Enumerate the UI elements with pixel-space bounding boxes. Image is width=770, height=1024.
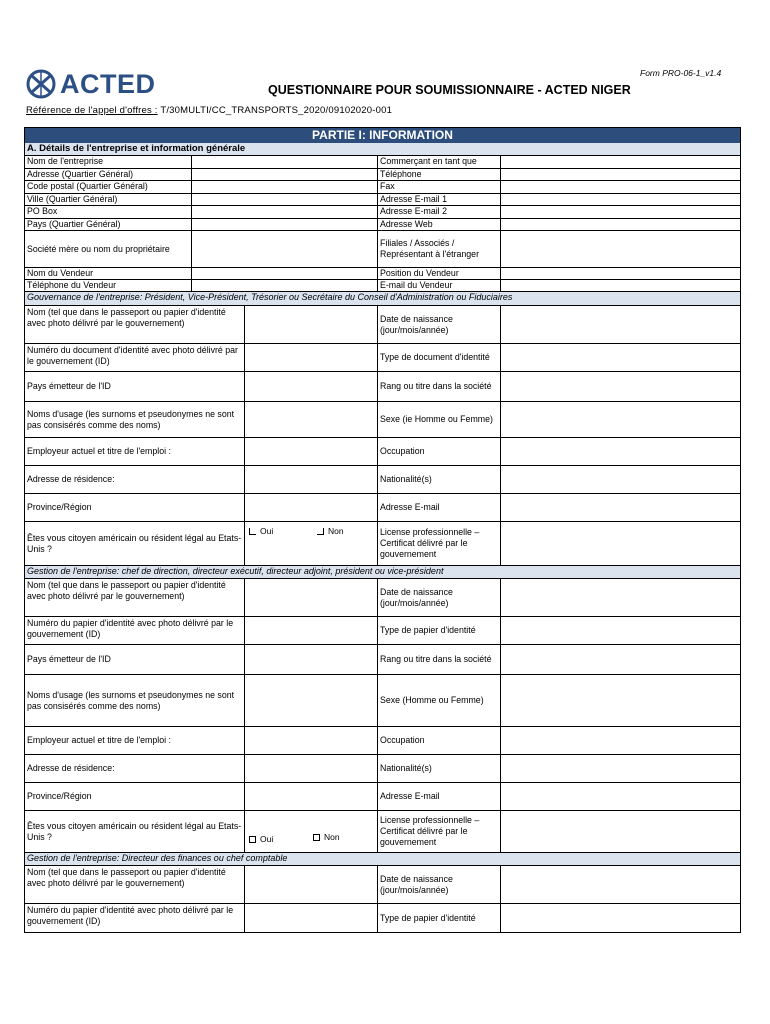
field-input[interactable] bbox=[245, 727, 378, 754]
field-label: Filiales / Associés / Représentant à l'étranger bbox=[378, 231, 501, 267]
globe-logo-icon bbox=[26, 69, 56, 99]
field-input[interactable] bbox=[245, 645, 378, 674]
field-label: Numéro du papier d'identité avec photo délivré par le gouvernement (ID) bbox=[25, 617, 245, 644]
field-input[interactable] bbox=[501, 579, 740, 616]
field-label: Noms d'usage (les surnoms et pseudonymes ne sont pas consisérés comme des noms) bbox=[25, 675, 245, 726]
field-input[interactable] bbox=[245, 494, 378, 521]
section-a-header bbox=[25, 143, 740, 156]
field-input[interactable] bbox=[501, 306, 740, 343]
field-input[interactable] bbox=[192, 280, 378, 291]
field-label: Ville (Quartier Général) bbox=[25, 194, 192, 206]
form-id: Form PRO-06-1_v1.4 bbox=[640, 68, 722, 78]
field-input[interactable] bbox=[501, 645, 740, 674]
field-input[interactable] bbox=[501, 675, 740, 726]
field-label: Société mère ou nom du propriétaire bbox=[25, 231, 192, 267]
field-input[interactable] bbox=[245, 783, 378, 810]
form-row bbox=[25, 344, 740, 372]
field-label: Nom du Vendeur bbox=[25, 268, 192, 279]
form-row bbox=[25, 194, 740, 207]
field-input[interactable] bbox=[245, 866, 378, 903]
field-label: Numéro du document d'identité avec photo délivré par le gouvernement (ID) bbox=[25, 344, 245, 371]
field-input[interactable] bbox=[501, 438, 740, 465]
form-row bbox=[25, 306, 740, 344]
form-row bbox=[25, 268, 740, 280]
field-input[interactable] bbox=[501, 617, 740, 644]
field-label: Pays (Quartier Général) bbox=[25, 219, 192, 231]
field-label: Adresse Web bbox=[378, 219, 501, 231]
field-input[interactable] bbox=[192, 231, 378, 267]
reference-label: Référence de l'appel d'offres : bbox=[26, 105, 158, 116]
field-label: Pays émetteur de l'ID bbox=[25, 645, 245, 674]
field-label: Occupation bbox=[378, 438, 501, 465]
field-label: Pays émetteur de l'ID bbox=[25, 372, 245, 401]
field-input[interactable] bbox=[245, 344, 378, 371]
form-row bbox=[25, 645, 740, 675]
field-input[interactable] bbox=[245, 755, 378, 782]
checkbox-icon[interactable] bbox=[249, 836, 256, 843]
form-row bbox=[25, 866, 740, 904]
field-label: Nom (tel que dans le passeport ou papier d'identité avec photo délivré par le gouvernement) bbox=[25, 866, 245, 903]
form-row bbox=[25, 169, 740, 182]
governance-title: Gouvernance de l'entreprise: Président, Vice-Président, Trésorier ou Secrétaire du Conseil d'Administration ou Fiduciaires bbox=[27, 292, 513, 302]
field-label: E-mail du Vendeur bbox=[378, 280, 501, 291]
field-input[interactable] bbox=[501, 169, 740, 181]
form-row bbox=[25, 181, 740, 194]
field-input[interactable] bbox=[501, 206, 740, 218]
field-input[interactable] bbox=[501, 402, 740, 437]
field-input[interactable] bbox=[245, 617, 378, 644]
us-citizen-options bbox=[245, 811, 378, 852]
field-label: Province/Région bbox=[25, 494, 245, 521]
field-input[interactable] bbox=[501, 280, 740, 291]
option-yes-label: Oui bbox=[260, 526, 274, 536]
field-input[interactable] bbox=[192, 206, 378, 218]
field-label: Fax bbox=[378, 181, 501, 193]
field-input[interactable] bbox=[501, 194, 740, 206]
field-label: Noms d'usage (les surnoms et pseudonymes ne sont pas consisérés comme des noms) bbox=[25, 402, 245, 437]
field-input[interactable] bbox=[245, 402, 378, 437]
option-yes[interactable] bbox=[249, 526, 273, 537]
field-label: Sexe (ie Homme ou Femme) bbox=[378, 402, 501, 437]
field-input[interactable] bbox=[501, 727, 740, 754]
form-row bbox=[25, 280, 740, 292]
field-label: Adresse de résidence: bbox=[25, 755, 245, 782]
option-no-label: Non bbox=[324, 832, 340, 842]
field-label: PO Box bbox=[25, 206, 192, 218]
checkbox-icon[interactable] bbox=[317, 528, 324, 535]
field-label: Téléphone bbox=[378, 169, 501, 181]
option-no-label: Non bbox=[328, 526, 344, 536]
field-input[interactable] bbox=[245, 904, 378, 932]
finance-header bbox=[25, 853, 740, 866]
management-header bbox=[25, 566, 740, 579]
form-row bbox=[25, 727, 740, 755]
field-label: Nom de l'entreprise bbox=[25, 156, 192, 168]
field-input[interactable] bbox=[501, 522, 740, 565]
us-citizen-options bbox=[245, 522, 378, 565]
field-input[interactable] bbox=[501, 268, 740, 279]
acted-logo bbox=[26, 69, 156, 99]
field-label: Code postal (Quartier Général) bbox=[25, 181, 192, 193]
field-label: Rang ou titre dans la société bbox=[378, 372, 501, 401]
field-input[interactable] bbox=[501, 494, 740, 521]
partie-header: PARTIE I: INFORMATION bbox=[25, 128, 740, 143]
field-input[interactable] bbox=[501, 372, 740, 401]
finance-title: Gestion de l'entreprise: Directeur des finances ou chef comptable bbox=[27, 853, 288, 863]
form-row bbox=[25, 156, 740, 169]
field-input[interactable] bbox=[501, 219, 740, 231]
form-row bbox=[25, 617, 740, 645]
form-row bbox=[25, 494, 740, 522]
option-yes[interactable] bbox=[249, 834, 273, 845]
form-row bbox=[25, 904, 740, 932]
field-label: Adresse E-mail 2 bbox=[378, 206, 501, 218]
field-input[interactable] bbox=[501, 466, 740, 493]
field-label: License professionnelle – Certificat délivré par le gouvernement bbox=[378, 811, 501, 852]
option-no[interactable] bbox=[317, 526, 344, 537]
field-input[interactable] bbox=[501, 344, 740, 371]
field-label: Occupation bbox=[378, 727, 501, 754]
field-input[interactable] bbox=[245, 438, 378, 465]
form-row bbox=[25, 402, 740, 438]
form-row bbox=[25, 675, 740, 727]
field-label: Nationalité(s) bbox=[378, 466, 501, 493]
field-input[interactable] bbox=[245, 579, 378, 616]
reference-value: T/30MULTI/CC_TRANSPORTS_2020/09102020-001 bbox=[157, 105, 393, 116]
field-input[interactable] bbox=[501, 783, 740, 810]
field-label: Rang ou titre dans la société bbox=[378, 645, 501, 674]
form-row bbox=[25, 372, 740, 402]
form-row bbox=[25, 219, 740, 232]
field-label: Téléphone du Vendeur bbox=[25, 280, 192, 291]
form-row bbox=[25, 811, 740, 853]
field-input[interactable] bbox=[192, 268, 378, 279]
field-label: Adresse E-mail 1 bbox=[378, 194, 501, 206]
field-label: Employeur actuel et titre de l'emploi : bbox=[25, 438, 245, 465]
field-input[interactable] bbox=[192, 169, 378, 181]
field-input[interactable] bbox=[245, 372, 378, 401]
field-label: Commerçant en tant que bbox=[378, 156, 501, 168]
field-label: Adresse E-mail bbox=[378, 783, 501, 810]
field-label: Province/Région bbox=[25, 783, 245, 810]
field-label: Nationalité(s) bbox=[378, 755, 501, 782]
form-row bbox=[25, 579, 740, 617]
form-row bbox=[25, 438, 740, 466]
checkbox-icon[interactable] bbox=[313, 834, 320, 841]
field-input[interactable] bbox=[501, 181, 740, 193]
form-row bbox=[25, 755, 740, 783]
field-label: Adresse de résidence: bbox=[25, 466, 245, 493]
section-a-title: A. Détails de l'entreprise et information générale bbox=[27, 143, 246, 154]
field-label: License professionnelle – Certificat délivré par le gouvernement bbox=[378, 522, 501, 565]
field-input[interactable] bbox=[245, 675, 378, 726]
field-label: Numéro du papier d'identité avec photo délivré par le gouvernement (ID) bbox=[25, 904, 245, 932]
field-input[interactable] bbox=[501, 811, 740, 852]
field-input[interactable] bbox=[501, 866, 740, 903]
form-row bbox=[25, 783, 740, 811]
field-input[interactable] bbox=[192, 194, 378, 206]
field-input[interactable] bbox=[192, 181, 378, 193]
option-yes-label: Oui bbox=[260, 834, 274, 844]
tender-reference bbox=[26, 105, 392, 116]
field-label: Date de naissance (jour/mois/année) bbox=[378, 306, 501, 343]
field-input[interactable] bbox=[245, 466, 378, 493]
field-label: Êtes vous citoyen américain ou résident légal au Etats-Unis ? bbox=[25, 522, 245, 565]
field-input[interactable] bbox=[245, 306, 378, 343]
form-row bbox=[25, 522, 740, 566]
form-row bbox=[25, 466, 740, 494]
form-row bbox=[25, 206, 740, 219]
field-label: Nom (tel que dans le passeport ou papier d'identité avec photo délivré par le gouvernement) bbox=[25, 306, 245, 343]
field-label: Adresse (Quartier Général) bbox=[25, 169, 192, 181]
field-label: Êtes vous citoyen américain ou résident légal au Etats-Unis ? bbox=[25, 811, 245, 852]
form-row bbox=[25, 231, 740, 268]
field-label: Sexe (Homme ou Femme) bbox=[378, 675, 501, 726]
page-title: QUESTIONNAIRE POUR SOUMISSIONNAIRE - ACTED NIGER bbox=[268, 83, 631, 97]
field-label: Date de naissance (jour/mois/année) bbox=[378, 579, 501, 616]
option-no[interactable] bbox=[313, 832, 340, 843]
field-label: Type de papier d'identité bbox=[378, 904, 501, 932]
field-label: Date de naissance (jour/mois/année) bbox=[378, 866, 501, 903]
field-label: Nom (tel que dans le passeport ou papier d'identité avec photo délivré par le gouvernement) bbox=[25, 579, 245, 616]
field-label: Employeur actuel et titre de l'emploi : bbox=[25, 727, 245, 754]
form-sheet bbox=[24, 127, 741, 933]
field-input[interactable] bbox=[501, 755, 740, 782]
field-input[interactable] bbox=[192, 156, 378, 168]
field-label: Position du Vendeur bbox=[378, 268, 501, 279]
governance-header bbox=[25, 292, 740, 306]
field-input[interactable] bbox=[501, 156, 740, 168]
checkbox-icon[interactable] bbox=[249, 528, 256, 535]
logo-text: ACTED bbox=[60, 69, 156, 99]
field-label: Type de document d'identité bbox=[378, 344, 501, 371]
field-input[interactable] bbox=[192, 219, 378, 231]
field-input[interactable] bbox=[501, 231, 740, 267]
field-input[interactable] bbox=[501, 904, 740, 932]
management-title: Gestion de l'entreprise: chef de direction, directeur exécutif, directeur adjoint, président ou vice-président bbox=[27, 566, 444, 576]
field-label: Adresse E-mail bbox=[378, 494, 501, 521]
field-label: Type de papier d'identité bbox=[378, 617, 501, 644]
